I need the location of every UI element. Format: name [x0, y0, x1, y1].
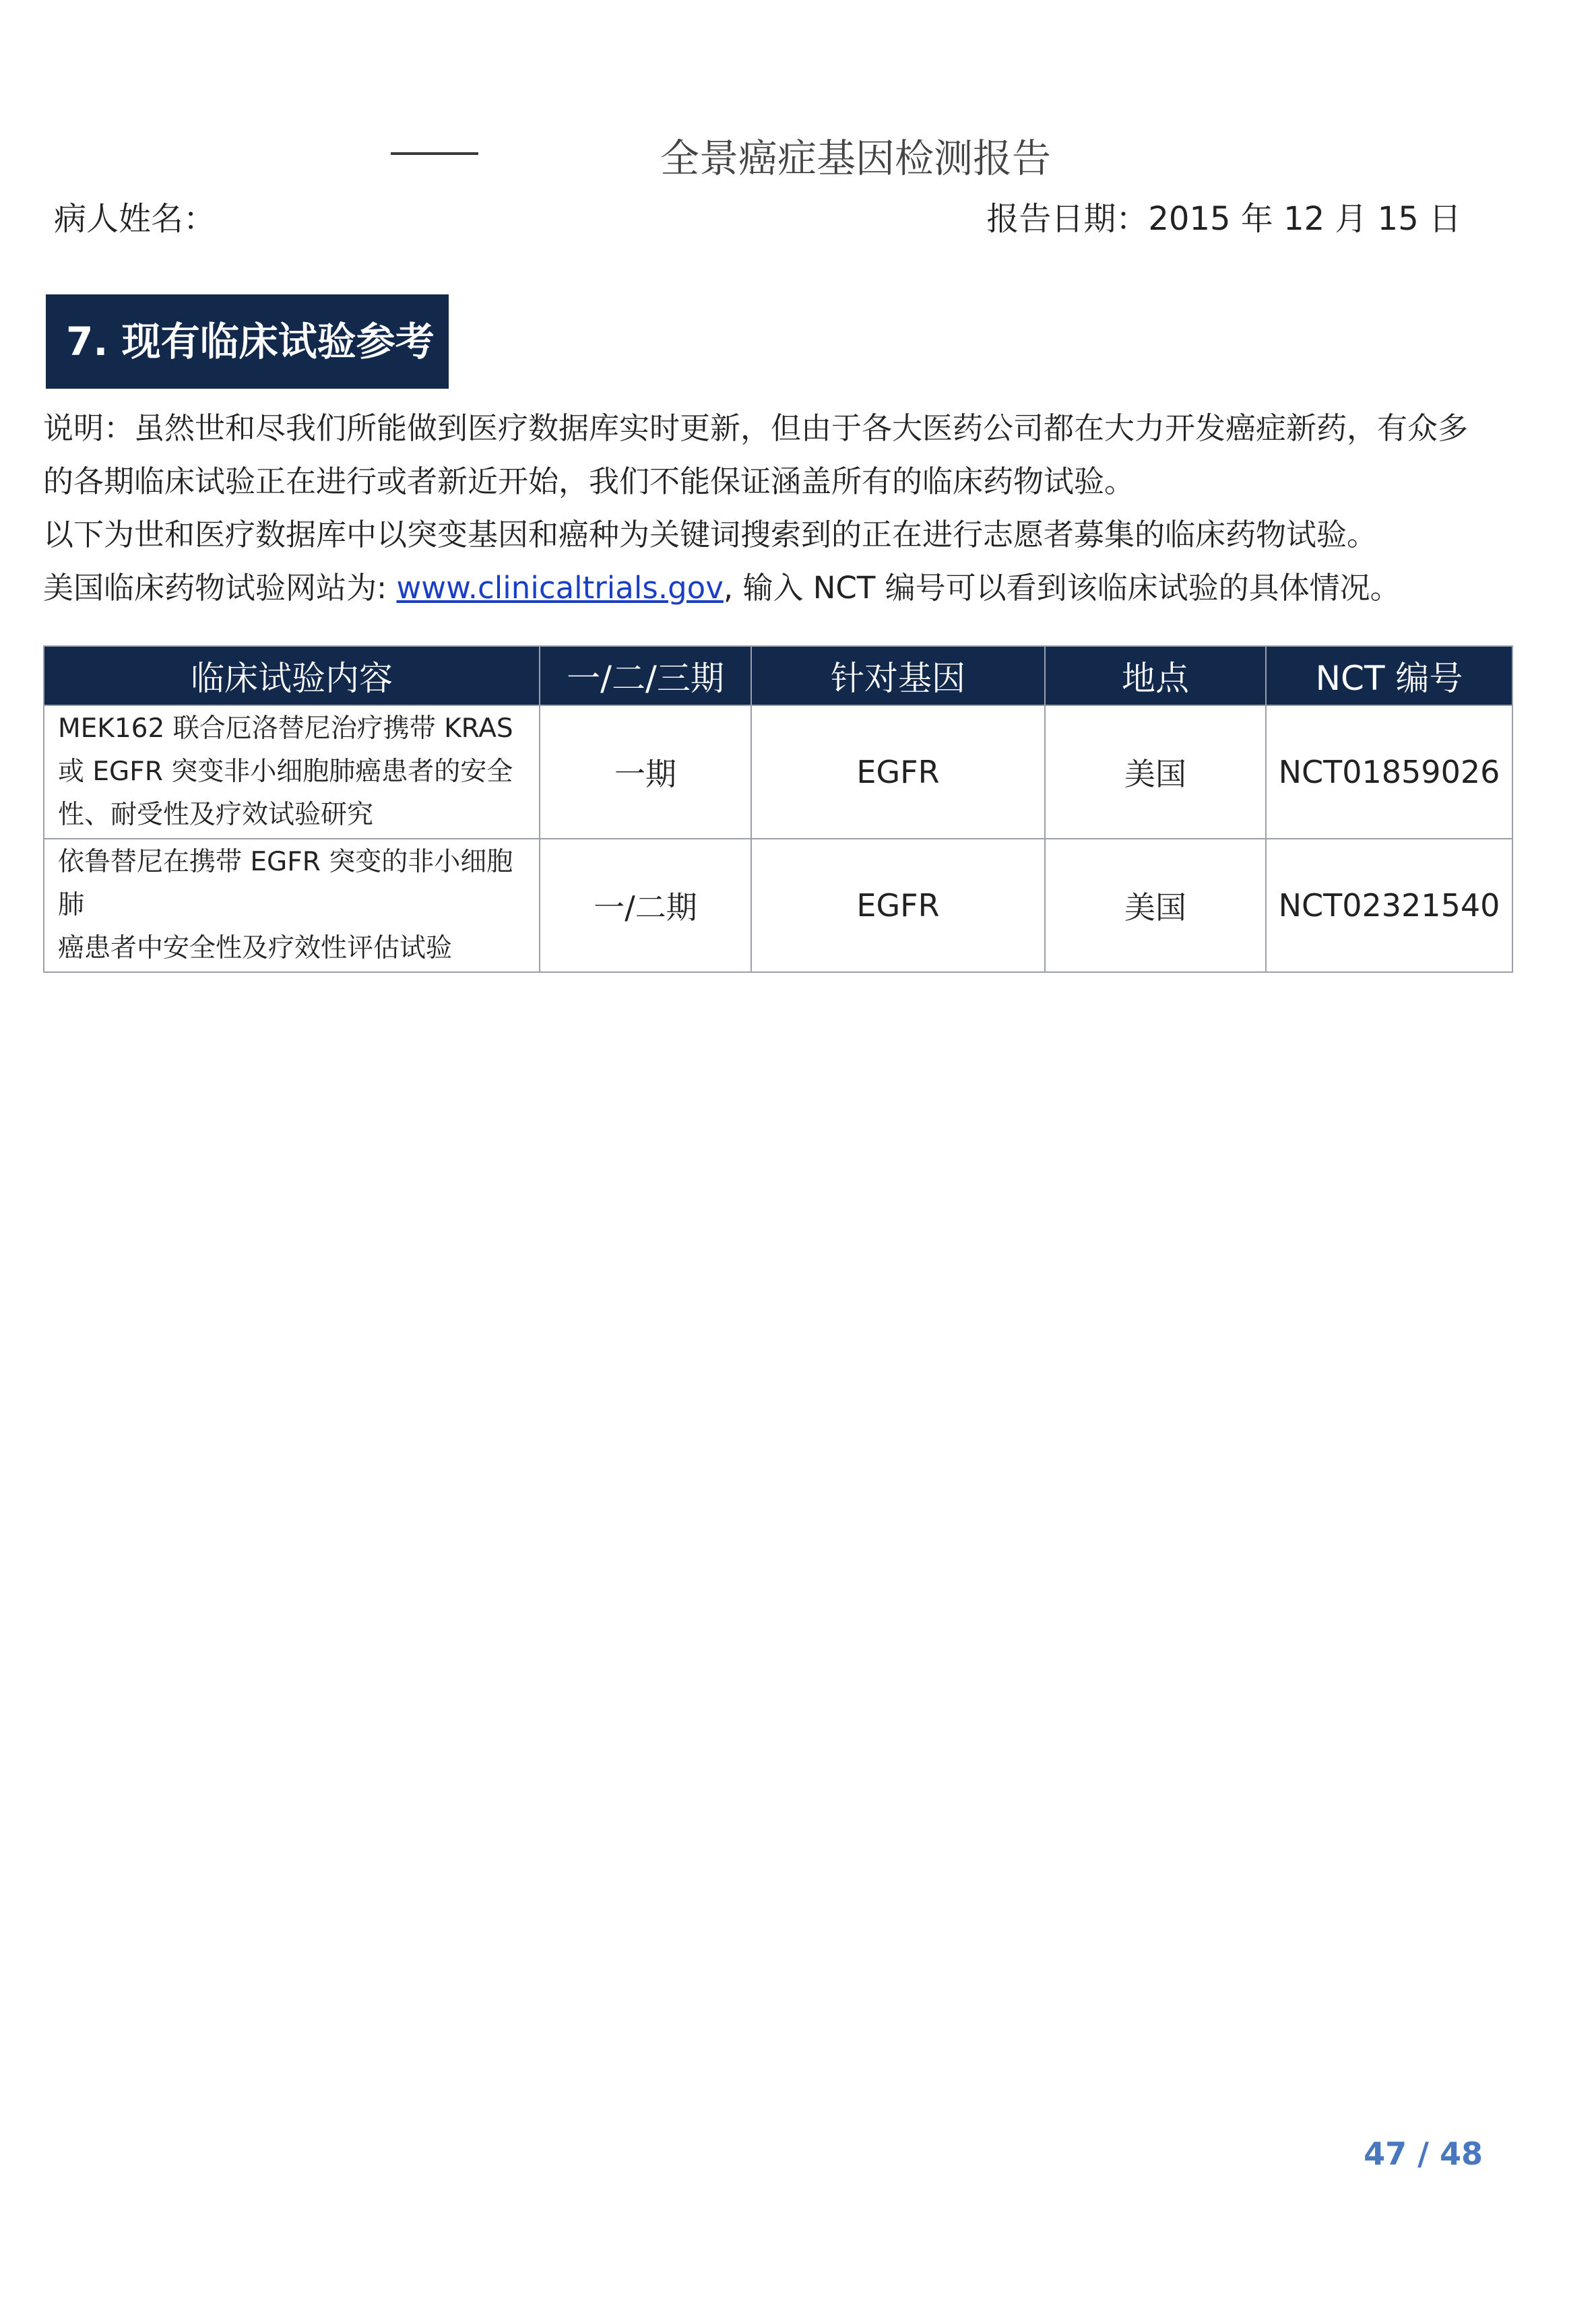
trial-description-line: 癌患者中安全性及疗效性评估试验: [58, 933, 453, 963]
trial-nct: NCT02321540: [1266, 839, 1512, 972]
table-header-row: [44, 646, 1512, 705]
section-title: 7. 现有临床试验参考: [46, 294, 449, 389]
report-title: 全景癌症基因检测报告: [660, 135, 1052, 181]
trial-phase: 一期: [540, 705, 751, 839]
intro-line-prefix: 美国临床药物试验网站为:: [43, 570, 397, 606]
trial-description-line: 或 EGFR 突变非小细胞肺癌患者的安全: [58, 757, 513, 787]
trial-description: [44, 705, 540, 839]
clinical-trials-table: [43, 645, 1513, 973]
trial-description-line: 性、耐受性及疗效试验研究: [58, 800, 374, 830]
trial-phase: 一/二期: [540, 839, 751, 972]
trial-nct: NCT01859026: [1266, 705, 1512, 839]
intro-line: [43, 561, 1525, 614]
intro-line: 的各期临床试验正在进行或者新近开始，我们不能保证涵盖所有的临床药物试验。: [43, 463, 1135, 499]
page-number: 47 / 48: [1364, 2136, 1483, 2172]
intro-line: 说明：虽然世和尽我们所能做到医疗数据库实时更新，但由于各大医药公司都在大力开发癌症新药，有众多: [43, 410, 1469, 446]
trial-gene: EGFR: [751, 705, 1045, 839]
trial-gene: EGFR: [751, 839, 1045, 972]
intro-line: 以下为世和医疗数据库中以突变基因和癌种为关键词搜索到的正在进行志愿者募集的临床药物试验。: [43, 517, 1378, 552]
trial-location: 美国: [1045, 839, 1266, 972]
table-row: [44, 839, 1512, 972]
header-location: 地点: [1045, 646, 1266, 705]
header-target-gene: 针对基因: [751, 646, 1045, 705]
clinicaltrials-link[interactable]: www.clinicaltrials.gov: [396, 570, 724, 606]
header-nct-number: NCT 编号: [1266, 646, 1512, 705]
trial-description-line: 依鲁替尼在携带 EGFR 突变的非小细胞肺: [58, 847, 513, 920]
patient-name-label: 病人姓名：: [54, 200, 216, 238]
intro-text: [43, 402, 1525, 614]
header-phase: 一/二/三期: [540, 646, 751, 705]
trial-description: [44, 839, 540, 972]
report-date: 报告日期：2015 年 12 月 15 日: [986, 200, 1461, 238]
table-row: [44, 705, 1512, 839]
intro-line-suffix: , 输入 NCT 编号可以看到该临床试验的具体情况。: [723, 570, 1401, 606]
trial-description-line: MEK162 联合厄洛替尼治疗携带 KRAS: [58, 713, 513, 744]
header-rule: [391, 152, 478, 155]
header-trial-content: 临床试验内容: [44, 646, 540, 705]
trial-location: 美国: [1045, 705, 1266, 839]
